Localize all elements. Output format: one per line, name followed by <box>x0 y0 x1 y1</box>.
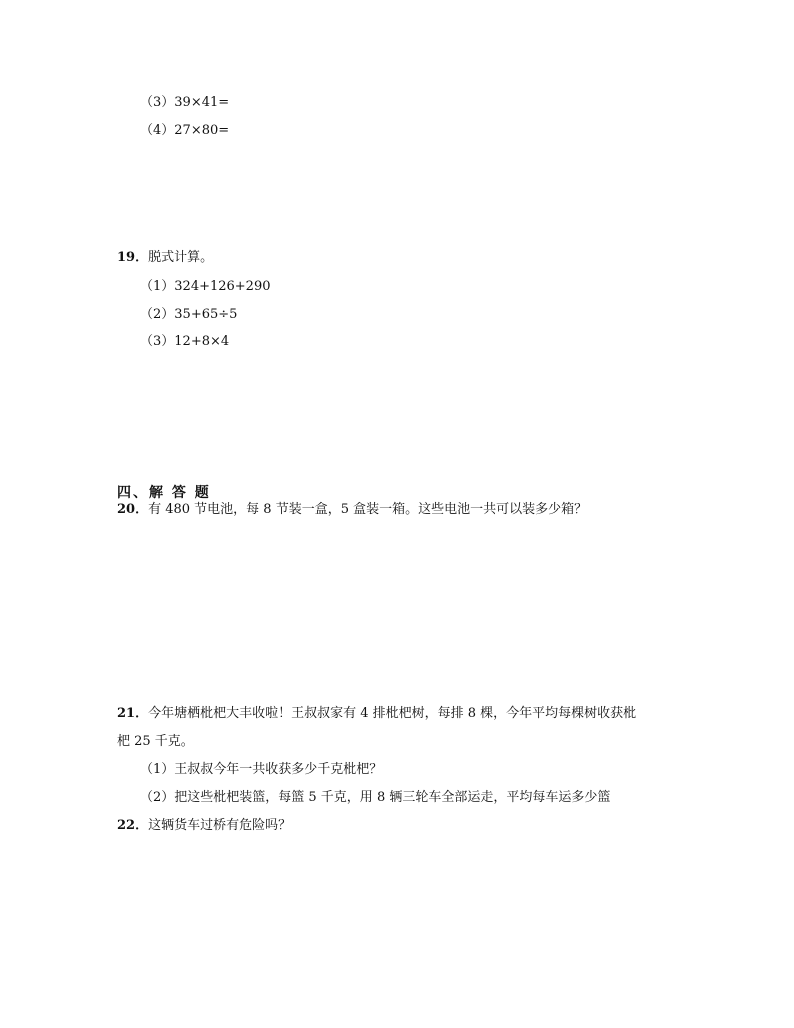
q21-part-1: （1）王叔叔今年一共收获多少千克枇杷？ <box>140 762 383 777</box>
section-heading: 四、解 答 题 <box>117 485 211 501</box>
question-text: 有 480 节电池，每 8 节装一盒，5 盒装一箱。这些电池一共可以装多少箱？ <box>148 502 588 517</box>
question-number: 20． <box>117 502 149 517</box>
question-21 <box>117 706 636 722</box>
question-number: 19． <box>117 250 149 265</box>
q19-part-3: （3）12+8×4 <box>140 334 230 349</box>
question-text: 这辆货车过桥有危险吗？ <box>148 818 292 833</box>
q18-part-4: （4）27×80= <box>140 123 230 138</box>
question-20 <box>117 502 587 518</box>
q18-part-3: （3）39×41= <box>140 95 230 110</box>
question-21-continuation: 杷 25 千克。 <box>117 734 194 749</box>
q19-part-2: （2）35+65÷5 <box>140 307 238 322</box>
q19-part-1: （1）324+126+290 <box>140 279 271 294</box>
question-number: 21． <box>117 706 149 721</box>
question-number: 22． <box>117 818 149 833</box>
question-text: 脱式计算。 <box>148 250 214 265</box>
question-22 <box>117 818 291 834</box>
q21-part-2: （2）把这些枇杷装篮，每篮 5 千克，用 8 辆三轮车全部运走，平均每车运多少篮 <box>140 790 611 805</box>
question-19 <box>117 250 213 266</box>
question-text: 今年塘栖枇杷大丰收啦！王叔叔家有 4 排枇杷树，每排 8 棵，今年平均每棵树收获枇 <box>148 706 637 721</box>
